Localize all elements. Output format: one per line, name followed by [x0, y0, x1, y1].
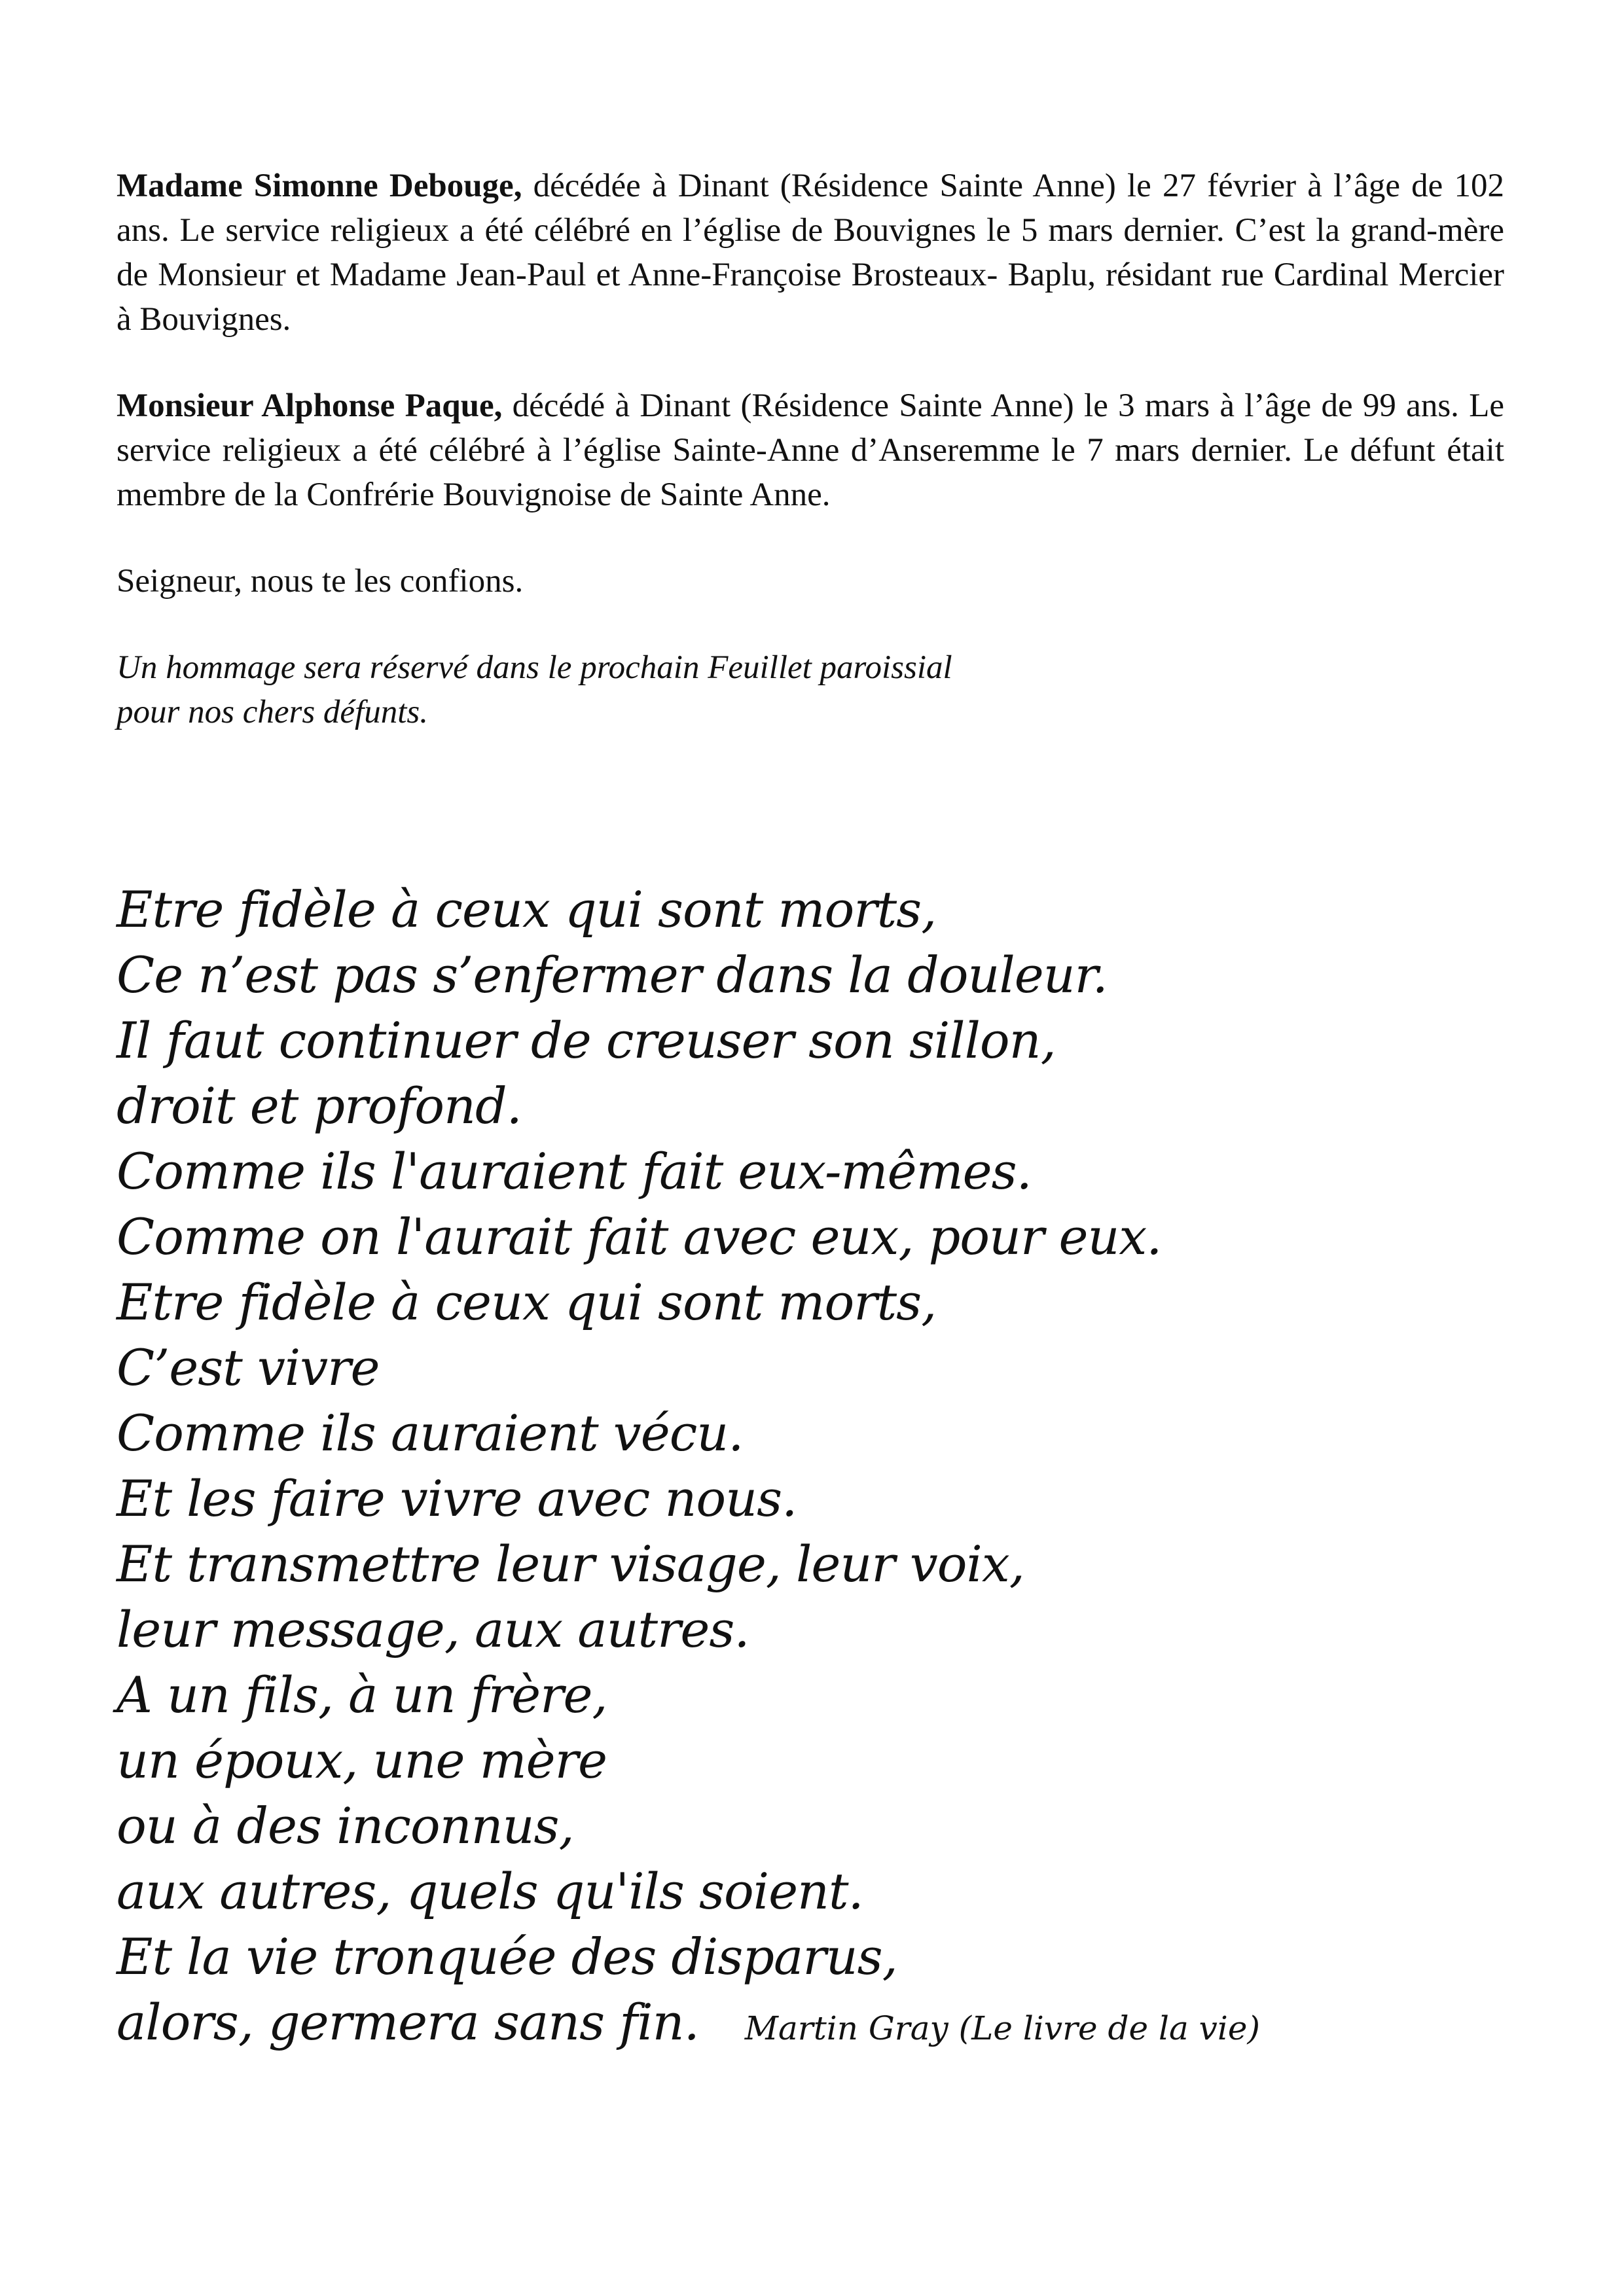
- tribute-note: [117, 645, 1504, 734]
- poem-line: un époux, une mère: [117, 1731, 607, 1789]
- tribute-line: pour nos chers défunts.: [117, 694, 428, 730]
- obituary-name: Monsieur Alphonse Paque,: [117, 387, 503, 424]
- poem-line: droit et profond.: [117, 1077, 522, 1135]
- obituary-text: décédé à Dinant (Résidence Sainte Anne) le 3 mars à l’âge de 99 ans. Le service religieux a été célébré à l’église Sainte-Anne d’Anseremme le 7 mars dernier. Le défunt était membre de la Confrérie Bouvignoise de Sainte Anne.: [117, 387, 1504, 513]
- obituary-name: Madame Simonne Debouge,: [117, 168, 522, 204]
- poem-line: Et les faire vivre avec nous.: [117, 1469, 797, 1528]
- tribute-line: Un hommage sera réservé dans le prochain Feuillet paroissial: [117, 649, 952, 686]
- poem-attribution: Martin Gray (Le livre de la vie): [744, 2009, 1260, 2047]
- poem-line-text: alors, germera sans fin.: [117, 1993, 699, 2051]
- poem-line: Etre fidèle à ceux qui sont morts,: [117, 880, 937, 939]
- obituary-debouge: [117, 164, 1504, 342]
- poem-line: leur message, aux autres.: [117, 1600, 749, 1659]
- poem-line: Comme on l'aurait fait avec eux, pour eux.: [117, 1208, 1162, 1266]
- poem-line: ou à des inconnus,: [117, 1797, 574, 1855]
- poem-line: Et la vie tronquée des disparus,: [117, 1928, 897, 1986]
- poem-line: aux autres, quels qu'ils soient.: [117, 1862, 863, 1920]
- poem-line: Etre fidèle à ceux qui sont morts,: [117, 1273, 937, 1331]
- obituary-text: décédée à Dinant (Résidence Sainte Anne) le 27 février à l’âge de 102 ans. Le service religieux a été célébré en l’église de Bouvignes le 5 mars dernier. C’est la grand-mère de Monsieur et Madame Jean-Paul et Anne-Françoise Brosteaux- Baplu, résidant rue Cardinal Mercier à Bouvignes.: [117, 168, 1504, 338]
- poem-line-final: [117, 1990, 1557, 2061]
- poem-line: Et transmettre leur visage, leur voix,: [117, 1535, 1024, 1593]
- poem-line: C’est vivre: [117, 1338, 380, 1397]
- poem-line: Comme ils l'auraient fait eux-mêmes.: [117, 1142, 1032, 1200]
- closing-prayer: Seigneur, nous te les confions.: [117, 563, 524, 600]
- poem: [117, 877, 1557, 2061]
- obituary-paque: [117, 384, 1504, 517]
- poem-line: Comme ils auraient vécu.: [117, 1404, 744, 1462]
- document-page: [117, 164, 1504, 734]
- poem-line: Ce n’est pas s’enfermer dans la douleur.: [117, 946, 1108, 1004]
- poem-line: A un fils, à un frère,: [117, 1666, 607, 1724]
- poem-line: Il faut continuer de creuser son sillon,: [117, 1011, 1056, 1069]
